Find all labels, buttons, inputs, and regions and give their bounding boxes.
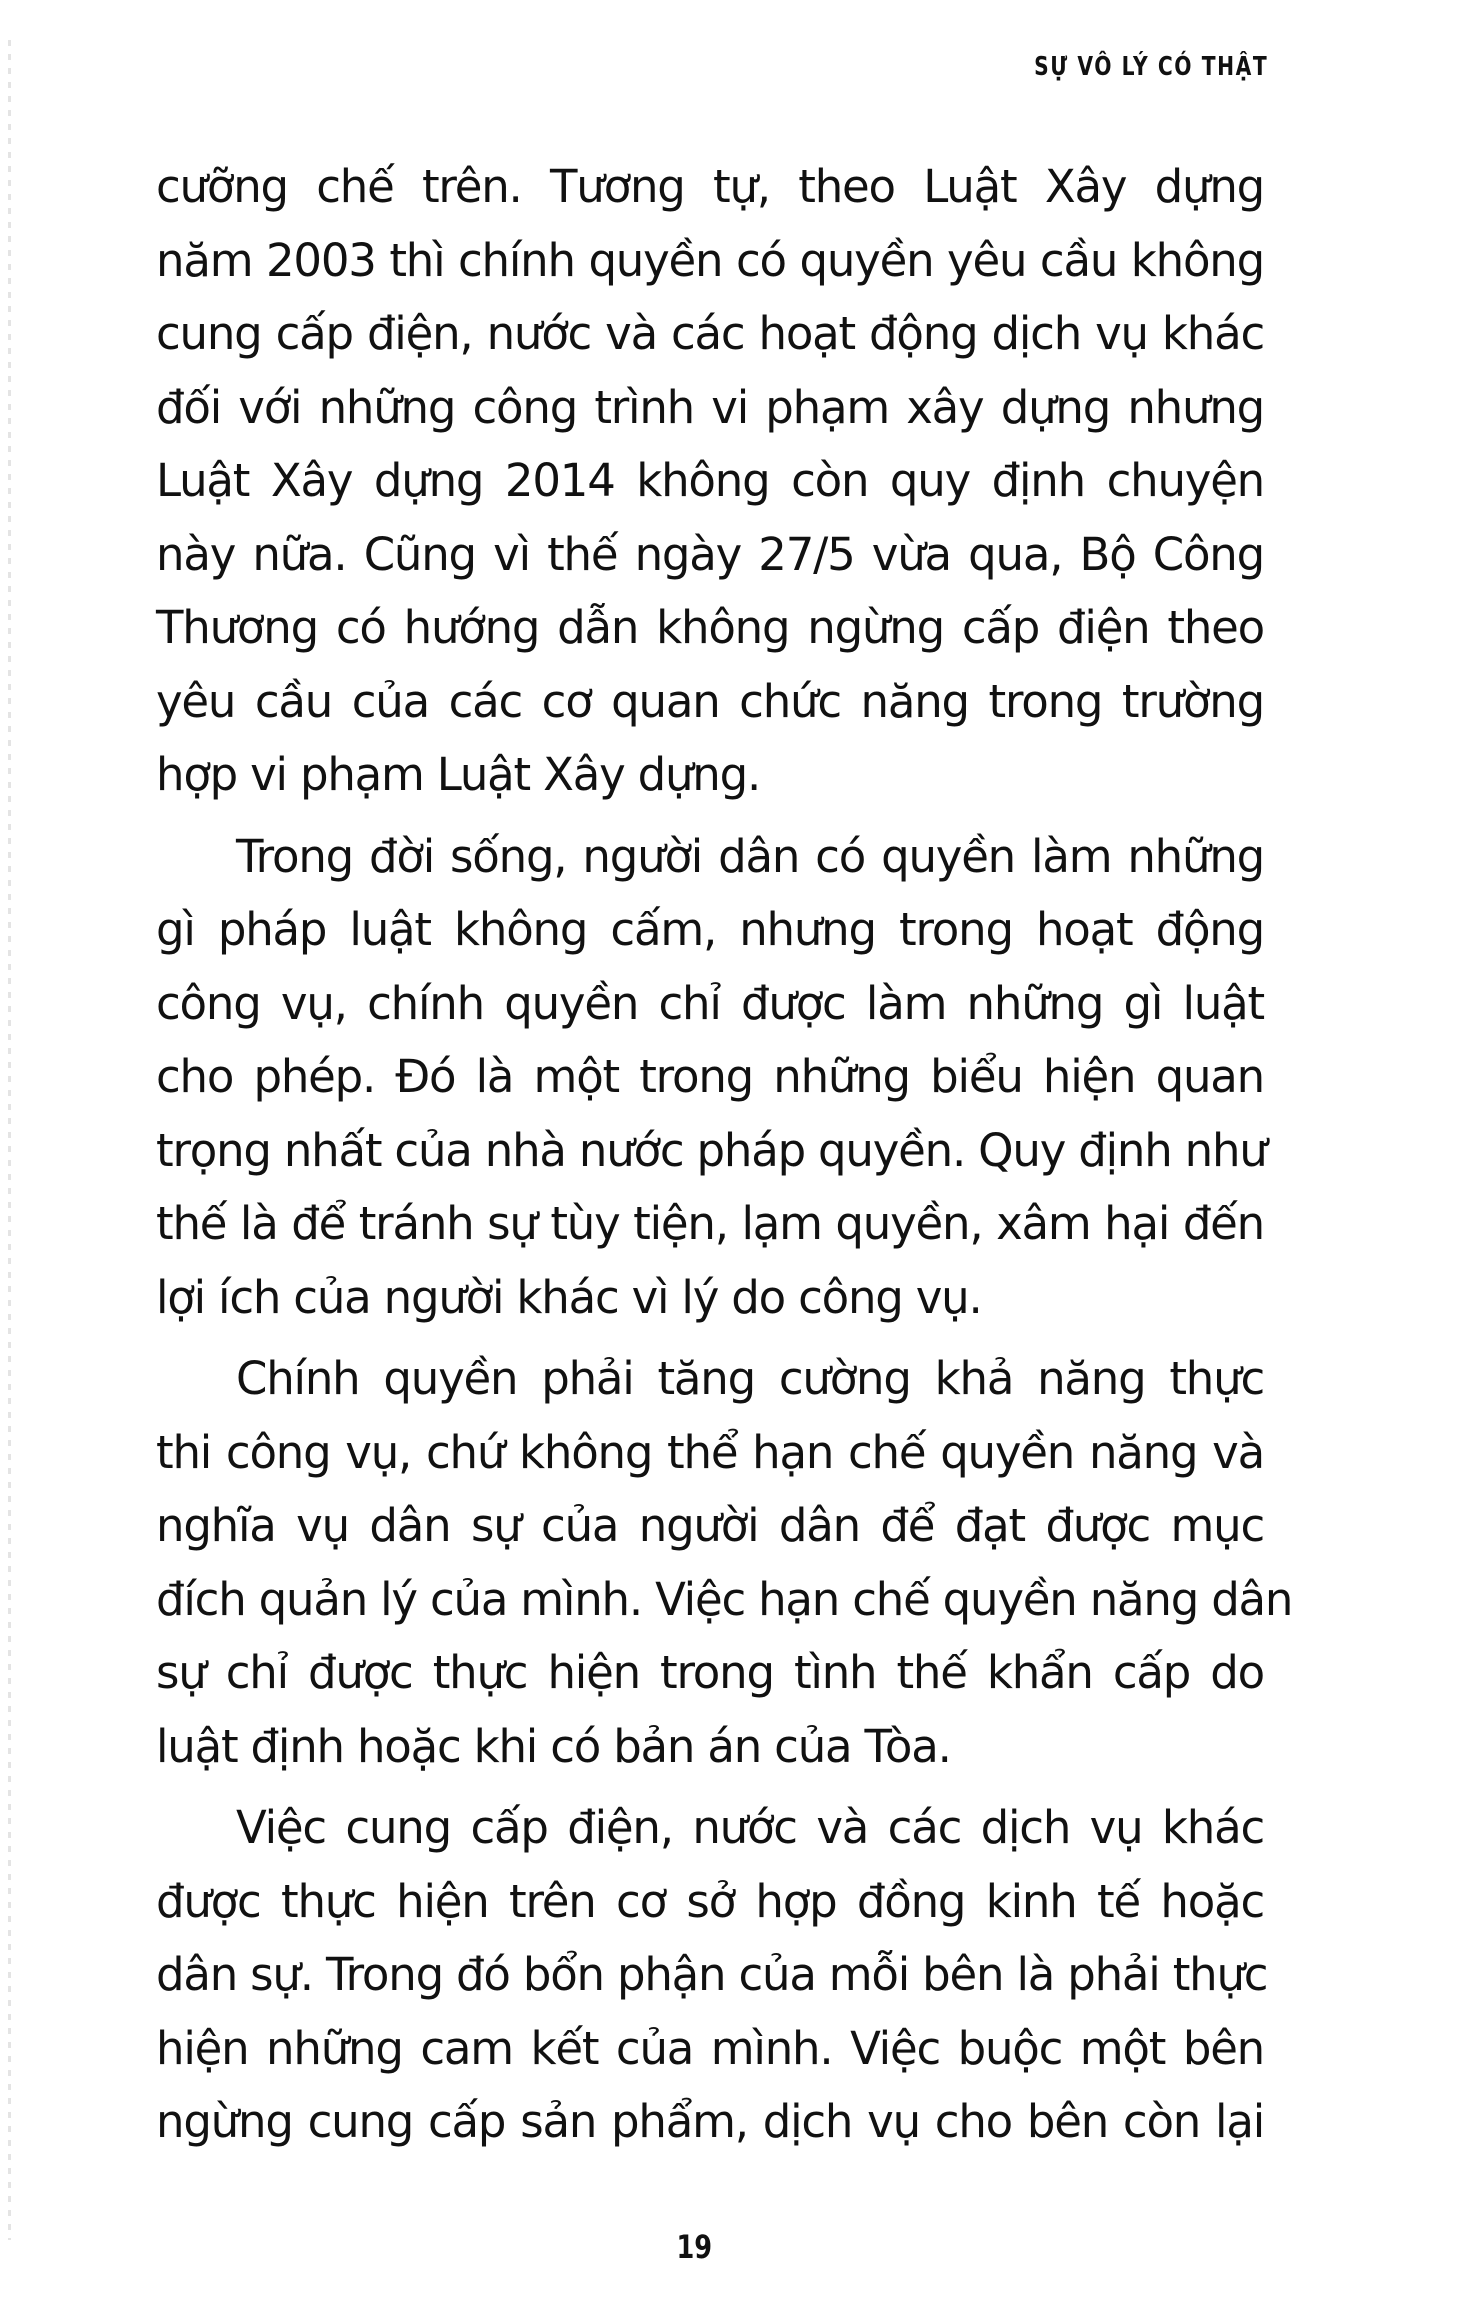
text-line: được thực hiện trên cơ sở hợp đồng kinh tế hoặc bbox=[156, 1874, 1264, 1928]
text-line: cung cấp điện, nước và các hoạt động dịch vụ khác bbox=[156, 307, 1264, 360]
page-binding-shadow bbox=[8, 40, 11, 2240]
text-line: hợp vi phạm Luật Xây dựng. bbox=[156, 748, 761, 801]
text-line: đích quản lý của mình. Việc hạn chế quyền năng dân bbox=[156, 1572, 1293, 1626]
text-line: trọng nhất của nhà nước pháp quyền. Quy định như bbox=[156, 1123, 1267, 1177]
text-line: sự chỉ được thực hiện trong tình thế khẩn cấp do bbox=[156, 1646, 1264, 1699]
text-line: luật định hoặc khi có bản án của Tòa. bbox=[156, 1719, 951, 1773]
text-line: cho phép. Đó là một trong những biểu hiện quan bbox=[156, 1050, 1264, 1103]
text-line: Luật Xây dựng 2014 không còn quy định chuyện bbox=[156, 454, 1264, 507]
text-line: Trong đời sống, người dân có quyền làm những bbox=[236, 829, 1264, 883]
text-line: gì pháp luật không cấm, nhưng trong hoạt động bbox=[156, 903, 1264, 956]
text-line: dân sự. Trong đó bổn phận của mỗi bên là phải thực bbox=[156, 1948, 1268, 2001]
text-line: yêu cầu của các cơ quan chức năng trong trường bbox=[156, 674, 1264, 728]
text-line: hiện những cam kết của mình. Việc buộc một bên bbox=[156, 2021, 1264, 2075]
paragraph-1 bbox=[156, 150, 1264, 812]
text-line: nghĩa vụ dân sự của người dân để đạt được mục bbox=[156, 1499, 1264, 1552]
text-line: Thương có hướng dẫn không ngừng cấp điện theo bbox=[156, 601, 1264, 654]
body-text bbox=[156, 150, 1293, 2167]
text-line: thi công vụ, chứ không thể hạn chế quyền năng và bbox=[156, 1425, 1264, 1479]
paragraph-4 bbox=[156, 1791, 1268, 2159]
page-number: 19 bbox=[676, 2228, 713, 2266]
text-line: lợi ích của người khác vì lý do công vụ. bbox=[156, 1270, 982, 1324]
paragraph-2 bbox=[156, 820, 1267, 1335]
text-line: này nữa. Cũng vì thế ngày 27/5 vừa qua, Bộ Công bbox=[156, 527, 1264, 581]
paragraph-3 bbox=[156, 1342, 1293, 1783]
text-line: Việc cung cấp điện, nước và các dịch vụ khác bbox=[236, 1801, 1264, 1854]
text-line: thế là để tránh sự tùy tiện, lạm quyền, xâm hại đến bbox=[156, 1197, 1264, 1250]
text-line: công vụ, chính quyền chỉ được làm những gì luật bbox=[156, 976, 1264, 1030]
text-line: đối với những công trình vi phạm xây dựng nhưng bbox=[156, 380, 1264, 434]
text-line: ngừng cung cấp sản phẩm, dịch vụ cho bên còn lại bbox=[156, 2095, 1264, 2148]
running-header: SỰ VÔ LÝ CÓ THẬT bbox=[1033, 52, 1268, 82]
text-line: Chính quyền phải tăng cường khả năng thực bbox=[236, 1352, 1264, 1405]
text-line: cưỡng chế trên. Tương tự, theo Luật Xây dựng bbox=[156, 160, 1264, 213]
text-line: năm 2003 thì chính quyền có quyền yêu cầu không bbox=[156, 233, 1264, 287]
